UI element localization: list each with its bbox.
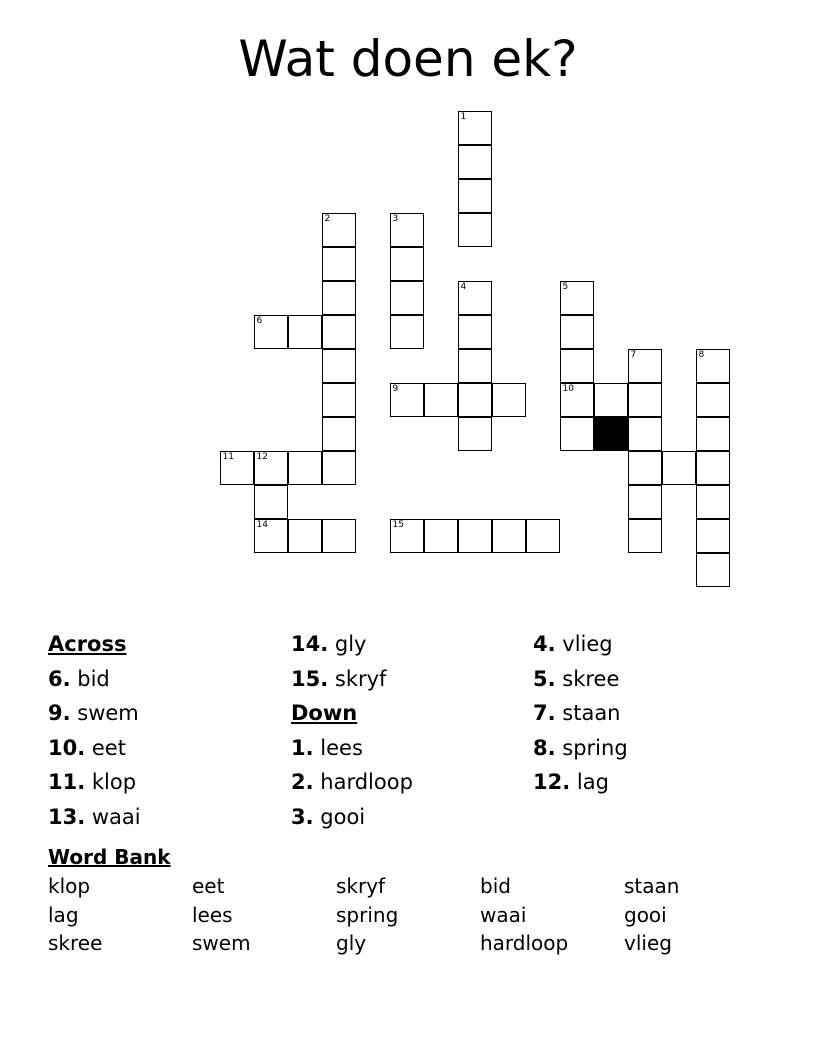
- clue-number: 1.: [291, 735, 314, 760]
- clue-number-label: 5: [562, 281, 569, 292]
- clue-number: 12.: [533, 770, 571, 794]
- grid-cell[interactable]: [696, 349, 730, 383]
- clue-number-label: 11: [222, 451, 234, 462]
- grid-cell[interactable]: [526, 519, 560, 553]
- grid-cell[interactable]: [390, 213, 424, 247]
- word-bank-word: vlieg: [624, 931, 672, 955]
- clue-number-label: 6: [256, 315, 263, 326]
- clue-number-label: 1: [460, 111, 467, 122]
- clue-number: 10.: [48, 735, 86, 760]
- grid-cell[interactable]: [254, 485, 288, 519]
- word-bank-word: swem: [192, 931, 251, 955]
- grid-cell[interactable]: [424, 383, 458, 417]
- clue-item: [291, 662, 413, 697]
- clue-word: staan: [555, 701, 621, 725]
- clue-word: bid: [70, 666, 110, 691]
- grid-cell[interactable]: [594, 383, 628, 417]
- grid-cell[interactable]: [322, 451, 356, 485]
- clue-number: 6.: [48, 666, 71, 691]
- clue-item: [291, 731, 413, 766]
- grid-cell[interactable]: [254, 519, 288, 553]
- clue-item: [48, 765, 141, 800]
- word-bank-word: spring: [336, 902, 399, 927]
- clue-number-label: 2: [324, 213, 331, 224]
- clue-item: [533, 696, 628, 731]
- clue-word: lees: [313, 735, 363, 760]
- word-bank-column: [480, 872, 568, 958]
- grid-cell[interactable]: [322, 349, 356, 383]
- clue-number: 5.: [533, 666, 556, 691]
- grid-cell[interactable]: [458, 281, 492, 315]
- word-bank-word: hardloop: [480, 931, 569, 955]
- clue-number: 13.: [48, 804, 86, 829]
- clue-number: 8.: [533, 735, 556, 760]
- word-bank-word: gooi: [624, 902, 667, 927]
- clue-number: 15.: [291, 666, 329, 691]
- clue-number: 2.: [291, 770, 314, 794]
- word-bank-column: [336, 872, 398, 958]
- word-bank-word: waai: [480, 902, 527, 927]
- across-heading: Across: [48, 632, 127, 656]
- clue-word: vlieg: [555, 632, 613, 656]
- grid-cell[interactable]: [458, 315, 492, 349]
- grid-cell[interactable]: [288, 451, 322, 485]
- grid-cell[interactable]: [288, 315, 322, 349]
- clue-item: [48, 731, 141, 766]
- grid-cell[interactable]: [458, 417, 492, 451]
- grid-cell[interactable]: [322, 315, 356, 349]
- clue-number-label: 7: [630, 349, 637, 360]
- grid-cell[interactable]: [628, 485, 662, 519]
- grid-cell[interactable]: [390, 247, 424, 281]
- clue-item: [48, 696, 141, 731]
- grid-cell[interactable]: [322, 281, 356, 315]
- clue-item: [48, 800, 141, 835]
- clue-number-label: 12: [256, 451, 268, 462]
- clue-number: 9.: [48, 701, 71, 725]
- grid-cell[interactable]: [254, 451, 288, 485]
- grid-cell[interactable]: [628, 519, 662, 553]
- grid-cell[interactable]: [696, 451, 730, 485]
- grid-cell[interactable]: [628, 349, 662, 383]
- grid-cell[interactable]: [322, 383, 356, 417]
- word-bank-column: [48, 872, 102, 958]
- clue-number-label: 4: [460, 281, 467, 292]
- clue-number: 7.: [533, 701, 556, 725]
- clue-word: spring: [555, 735, 628, 760]
- clue-number: 14.: [291, 632, 329, 656]
- grid-cell[interactable]: [628, 451, 662, 485]
- clue-word: hardloop: [313, 770, 413, 794]
- across-clue-list: [48, 662, 141, 835]
- word-bank-word: skree: [48, 931, 103, 955]
- clue-word: klop: [85, 770, 137, 794]
- clue-word: gly: [328, 632, 367, 656]
- grid-cell[interactable]: [322, 417, 356, 451]
- clue-number-label: 8: [698, 349, 705, 360]
- clue-number-label: 3: [392, 213, 399, 224]
- grid-cell[interactable]: [424, 519, 458, 553]
- grid-cell[interactable]: [560, 349, 594, 383]
- clue-word: lag: [570, 770, 609, 794]
- clues-column-3: [533, 627, 628, 800]
- clue-word: gooi: [313, 804, 366, 829]
- grid-cell[interactable]: [322, 519, 356, 553]
- word-bank-word: klop: [48, 874, 91, 898]
- down-heading: Down: [291, 701, 358, 725]
- clue-word: skryf: [328, 666, 387, 691]
- clue-item: [533, 765, 628, 800]
- clue-number-label: 9: [392, 383, 399, 394]
- grid-cell[interactable]: [696, 417, 730, 451]
- grid-cell[interactable]: [458, 179, 492, 213]
- grid-cell[interactable]: [288, 519, 322, 553]
- grid-cell[interactable]: [628, 383, 662, 417]
- clues-column-1: [48, 627, 141, 834]
- clue-item: [48, 662, 141, 697]
- clue-number: 4.: [533, 632, 556, 656]
- grid-cell[interactable]: [662, 451, 696, 485]
- word-bank-word: gly: [336, 931, 367, 955]
- grid-cell[interactable]: [696, 383, 730, 417]
- grid-cell[interactable]: [254, 315, 288, 349]
- down-clue-list: [291, 731, 413, 835]
- grid-cell[interactable]: [390, 519, 424, 553]
- grid-cell[interactable]: [458, 383, 492, 417]
- clue-item: [533, 662, 628, 697]
- grid-cell[interactable]: [322, 213, 356, 247]
- page-title: Wat doen ek?: [238, 30, 578, 88]
- grid-cell[interactable]: [696, 519, 730, 553]
- clue-number: 11.: [48, 770, 86, 794]
- word-bank-word: lees: [192, 902, 233, 927]
- grid-cell[interactable]: [628, 417, 662, 451]
- clue-word: waai: [85, 804, 141, 829]
- clue-word: swem: [70, 701, 139, 725]
- clue-word: skree: [555, 666, 620, 691]
- grid-cell[interactable]: [390, 281, 424, 315]
- word-bank-column: [624, 872, 679, 958]
- clue-item: [533, 627, 628, 662]
- word-bank-word: skryf: [336, 874, 386, 898]
- clue-item: [291, 800, 413, 835]
- grid-cell[interactable]: [696, 553, 730, 587]
- word-bank-word: eet: [192, 874, 225, 898]
- grid-cell[interactable]: [390, 315, 424, 349]
- clue-number: 3.: [291, 804, 314, 829]
- grid-cell[interactable]: [458, 145, 492, 179]
- word-bank-column: [192, 872, 251, 958]
- clue-item: [291, 765, 413, 800]
- word-bank-word: lag: [48, 902, 79, 927]
- grid-cell[interactable]: [458, 349, 492, 383]
- grid-cell[interactable]: [696, 485, 730, 519]
- clue-number-label: 10: [562, 383, 574, 394]
- grid-cell[interactable]: [458, 111, 492, 145]
- grid-cell[interactable]: [560, 281, 594, 315]
- grid-cell[interactable]: [560, 315, 594, 349]
- grid-cell[interactable]: [492, 519, 526, 553]
- grid-cell[interactable]: [560, 383, 594, 417]
- clue-word: eet: [85, 735, 126, 760]
- clue-number-label: 14: [256, 519, 268, 530]
- grid-cell[interactable]: [322, 247, 356, 281]
- grid-cell[interactable]: [390, 383, 424, 417]
- grid-cell[interactable]: [560, 417, 594, 451]
- word-bank-word: staan: [624, 874, 680, 898]
- clue-item: [533, 731, 628, 766]
- clue-number-label: 15: [392, 519, 404, 530]
- grid-black-cell: [594, 417, 628, 451]
- word-bank-word: bid: [480, 874, 511, 898]
- clue-item: [291, 627, 413, 662]
- clues-column-2: [291, 627, 413, 834]
- grid-cell[interactable]: [492, 383, 526, 417]
- grid-cell[interactable]: [458, 519, 492, 553]
- grid-cell[interactable]: [458, 213, 492, 247]
- across-clue-list-continued: [291, 627, 413, 696]
- grid-cell[interactable]: [220, 451, 254, 485]
- word-bank-title: Word Bank: [48, 845, 171, 869]
- down-clue-list-continued: [533, 627, 628, 800]
